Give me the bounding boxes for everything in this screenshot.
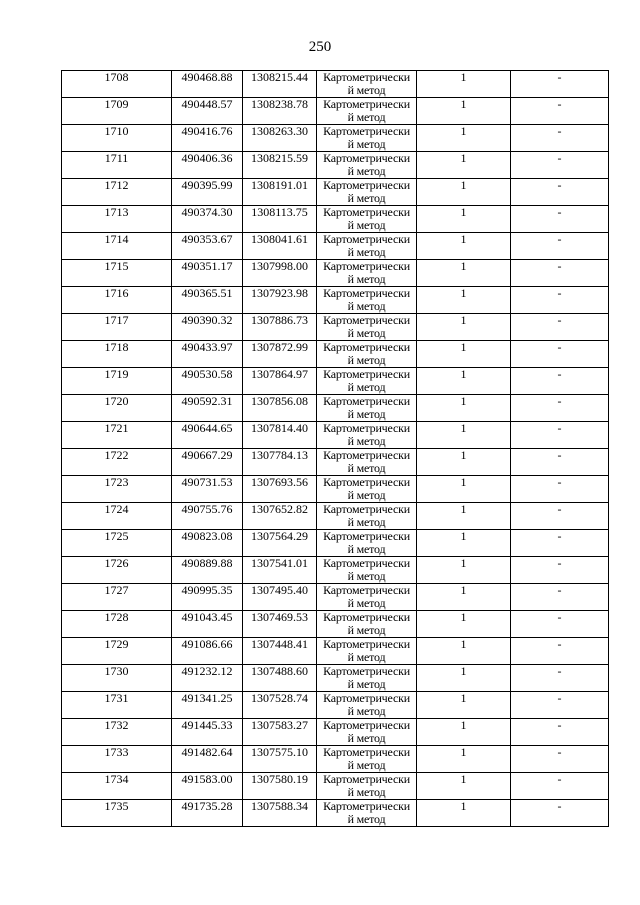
coordinates-table	[61, 70, 609, 827]
method-text-line2: й метод	[347, 191, 386, 205]
method-text-line2: й метод	[347, 164, 386, 178]
method-text-line2: й метод	[347, 650, 386, 664]
count-cell: 1	[417, 260, 511, 287]
dash-cell: -	[511, 233, 609, 260]
count-cell: 1	[417, 449, 511, 476]
x-coordinate-cell: 490365.51	[172, 287, 243, 314]
method-cell	[317, 341, 417, 368]
method-cell	[317, 206, 417, 233]
method-text-line1: Картометрически	[323, 178, 410, 192]
x-coordinate-cell: 491341.25	[172, 692, 243, 719]
y-coordinate-cell: 1307575.10	[243, 746, 317, 773]
method-text-line1: Картометрически	[323, 556, 410, 570]
method-cell	[317, 260, 417, 287]
method-text-line1: Картометрически	[323, 529, 410, 543]
y-coordinate-cell: 1307564.29	[243, 530, 317, 557]
table-row	[62, 260, 609, 287]
dash-cell: -	[511, 152, 609, 179]
method-text-line1: Картометрически	[323, 718, 410, 732]
point-number-cell: 1711	[62, 152, 172, 179]
method-text-line1: Картометрически	[323, 367, 410, 381]
count-cell: 1	[417, 71, 511, 98]
point-number-cell: 1722	[62, 449, 172, 476]
point-number-cell: 1723	[62, 476, 172, 503]
method-text-line2: й метод	[347, 785, 386, 799]
x-coordinate-cell: 490592.31	[172, 395, 243, 422]
method-text-line1: Картометрически	[323, 232, 410, 246]
point-number-cell: 1716	[62, 287, 172, 314]
table-row	[62, 773, 609, 800]
method-text-line1: Картометрически	[323, 151, 410, 165]
method-text-line2: й метод	[347, 245, 386, 259]
y-coordinate-cell: 1308113.75	[243, 206, 317, 233]
x-coordinate-cell: 490351.17	[172, 260, 243, 287]
dash-cell: -	[511, 341, 609, 368]
count-cell: 1	[417, 206, 511, 233]
x-coordinate-cell: 491583.00	[172, 773, 243, 800]
point-number-cell: 1710	[62, 125, 172, 152]
point-number-cell: 1733	[62, 746, 172, 773]
method-text-line1: Картометрически	[323, 799, 410, 813]
x-coordinate-cell: 490416.76	[172, 125, 243, 152]
table-row	[62, 557, 609, 584]
dash-cell: -	[511, 503, 609, 530]
dash-cell: -	[511, 746, 609, 773]
count-cell: 1	[417, 638, 511, 665]
table-row	[62, 692, 609, 719]
x-coordinate-cell: 490889.88	[172, 557, 243, 584]
x-coordinate-cell: 491232.12	[172, 665, 243, 692]
point-number-cell: 1708	[62, 71, 172, 98]
method-cell	[317, 503, 417, 530]
x-coordinate-cell: 490468.88	[172, 71, 243, 98]
table-row	[62, 71, 609, 98]
x-coordinate-cell: 490995.35	[172, 584, 243, 611]
point-number-cell: 1718	[62, 341, 172, 368]
point-number-cell: 1735	[62, 800, 172, 827]
method-cell	[317, 179, 417, 206]
method-text-line1: Картометрически	[323, 691, 410, 705]
method-text-line1: Картометрически	[323, 286, 410, 300]
table-row	[62, 233, 609, 260]
point-number-cell: 1734	[62, 773, 172, 800]
method-cell	[317, 422, 417, 449]
count-cell: 1	[417, 476, 511, 503]
count-cell: 1	[417, 746, 511, 773]
count-cell: 1	[417, 125, 511, 152]
method-cell	[317, 233, 417, 260]
y-coordinate-cell: 1308191.01	[243, 179, 317, 206]
x-coordinate-cell: 490395.99	[172, 179, 243, 206]
point-number-cell: 1712	[62, 179, 172, 206]
method-text-line2: й метод	[347, 272, 386, 286]
table-row	[62, 314, 609, 341]
y-coordinate-cell: 1307652.82	[243, 503, 317, 530]
table-row	[62, 206, 609, 233]
method-text-line2: й метод	[347, 434, 386, 448]
method-text-line1: Картометрически	[323, 205, 410, 219]
dash-cell: -	[511, 422, 609, 449]
y-coordinate-cell: 1307864.97	[243, 368, 317, 395]
count-cell: 1	[417, 233, 511, 260]
method-text-line2: й метод	[347, 812, 386, 826]
y-coordinate-cell: 1307693.56	[243, 476, 317, 503]
method-text-line2: й метод	[347, 515, 386, 529]
method-cell	[317, 449, 417, 476]
dash-cell: -	[511, 638, 609, 665]
method-text-line2: й метод	[347, 542, 386, 556]
method-text-line1: Картометрически	[323, 259, 410, 273]
table-row	[62, 98, 609, 125]
point-number-cell: 1729	[62, 638, 172, 665]
dash-cell: -	[511, 557, 609, 584]
y-coordinate-cell: 1307872.99	[243, 341, 317, 368]
method-cell	[317, 71, 417, 98]
table-body	[62, 71, 609, 827]
count-cell: 1	[417, 719, 511, 746]
point-number-cell: 1731	[62, 692, 172, 719]
x-coordinate-cell: 490448.57	[172, 98, 243, 125]
table-row	[62, 665, 609, 692]
point-number-cell: 1728	[62, 611, 172, 638]
method-text-line2: й метод	[347, 137, 386, 151]
method-text-line2: й метод	[347, 596, 386, 610]
x-coordinate-cell: 491086.66	[172, 638, 243, 665]
method-text-line2: й метод	[347, 461, 386, 475]
point-number-cell: 1720	[62, 395, 172, 422]
y-coordinate-cell: 1307488.60	[243, 665, 317, 692]
y-coordinate-cell: 1307886.73	[243, 314, 317, 341]
table-row	[62, 611, 609, 638]
count-cell: 1	[417, 503, 511, 530]
count-cell: 1	[417, 530, 511, 557]
method-text-line2: й метод	[347, 380, 386, 394]
count-cell: 1	[417, 422, 511, 449]
x-coordinate-cell: 491482.64	[172, 746, 243, 773]
method-text-line2: й метод	[347, 110, 386, 124]
table-row	[62, 152, 609, 179]
y-coordinate-cell: 1307541.01	[243, 557, 317, 584]
method-cell	[317, 773, 417, 800]
method-text-line1: Картометрически	[323, 124, 410, 138]
method-text-line1: Картометрически	[323, 448, 410, 462]
y-coordinate-cell: 1307469.53	[243, 611, 317, 638]
point-number-cell: 1715	[62, 260, 172, 287]
method-text-line2: й метод	[347, 731, 386, 745]
count-cell: 1	[417, 692, 511, 719]
point-number-cell: 1727	[62, 584, 172, 611]
table-row	[62, 530, 609, 557]
table-row	[62, 395, 609, 422]
x-coordinate-cell: 490406.36	[172, 152, 243, 179]
count-cell: 1	[417, 611, 511, 638]
point-number-cell: 1717	[62, 314, 172, 341]
dash-cell: -	[511, 314, 609, 341]
method-text-line2: й метод	[347, 677, 386, 691]
method-text-line2: й метод	[347, 407, 386, 421]
table-row	[62, 746, 609, 773]
method-cell	[317, 800, 417, 827]
count-cell: 1	[417, 557, 511, 584]
x-coordinate-cell: 490667.29	[172, 449, 243, 476]
y-coordinate-cell: 1307814.40	[243, 422, 317, 449]
dash-cell: -	[511, 773, 609, 800]
x-coordinate-cell: 491445.33	[172, 719, 243, 746]
count-cell: 1	[417, 800, 511, 827]
dash-cell: -	[511, 206, 609, 233]
point-number-cell: 1714	[62, 233, 172, 260]
table-row	[62, 800, 609, 827]
method-text-line1: Картометрически	[323, 475, 410, 489]
method-text-line2: й метод	[347, 758, 386, 772]
method-text-line2: й метод	[347, 488, 386, 502]
count-cell: 1	[417, 665, 511, 692]
count-cell: 1	[417, 368, 511, 395]
x-coordinate-cell: 490374.30	[172, 206, 243, 233]
point-number-cell: 1730	[62, 665, 172, 692]
y-coordinate-cell: 1307856.08	[243, 395, 317, 422]
method-text-line1: Картометрически	[323, 772, 410, 786]
point-number-cell: 1719	[62, 368, 172, 395]
table-row	[62, 179, 609, 206]
method-text-line2: й метод	[347, 326, 386, 340]
method-text-line2: й метод	[347, 299, 386, 313]
method-text-line2: й метод	[347, 353, 386, 367]
count-cell: 1	[417, 584, 511, 611]
dash-cell: -	[511, 98, 609, 125]
count-cell: 1	[417, 287, 511, 314]
x-coordinate-cell: 490353.67	[172, 233, 243, 260]
point-number-cell: 1724	[62, 503, 172, 530]
method-text-line1: Картометрически	[323, 583, 410, 597]
dash-cell: -	[511, 719, 609, 746]
method-cell	[317, 530, 417, 557]
y-coordinate-cell: 1307588.34	[243, 800, 317, 827]
point-number-cell: 1721	[62, 422, 172, 449]
method-cell	[317, 746, 417, 773]
table-row	[62, 503, 609, 530]
x-coordinate-cell: 490755.76	[172, 503, 243, 530]
method-text-line1: Картометрически	[323, 664, 410, 678]
method-cell	[317, 638, 417, 665]
count-cell: 1	[417, 395, 511, 422]
y-coordinate-cell: 1307528.74	[243, 692, 317, 719]
method-text-line1: Картометрически	[323, 70, 410, 84]
y-coordinate-cell: 1307495.40	[243, 584, 317, 611]
dash-cell: -	[511, 125, 609, 152]
dash-cell: -	[511, 584, 609, 611]
method-cell	[317, 368, 417, 395]
method-text-line2: й метод	[347, 704, 386, 718]
method-text-line1: Картометрически	[323, 637, 410, 651]
y-coordinate-cell: 1308263.30	[243, 125, 317, 152]
method-text-line1: Картометрически	[323, 610, 410, 624]
point-number-cell: 1725	[62, 530, 172, 557]
dash-cell: -	[511, 665, 609, 692]
method-text-line1: Картометрически	[323, 394, 410, 408]
y-coordinate-cell: 1308238.78	[243, 98, 317, 125]
method-cell	[317, 287, 417, 314]
y-coordinate-cell: 1307998.00	[243, 260, 317, 287]
method-text-line1: Картометрически	[323, 421, 410, 435]
dash-cell: -	[511, 71, 609, 98]
table-row	[62, 449, 609, 476]
method-cell	[317, 611, 417, 638]
table-row	[62, 584, 609, 611]
count-cell: 1	[417, 341, 511, 368]
table-row	[62, 638, 609, 665]
point-number-cell: 1709	[62, 98, 172, 125]
method-cell	[317, 584, 417, 611]
count-cell: 1	[417, 314, 511, 341]
dash-cell: -	[511, 800, 609, 827]
count-cell: 1	[417, 773, 511, 800]
x-coordinate-cell: 490731.53	[172, 476, 243, 503]
dash-cell: -	[511, 287, 609, 314]
method-cell	[317, 395, 417, 422]
table-row	[62, 341, 609, 368]
method-text-line2: й метод	[347, 83, 386, 97]
y-coordinate-cell: 1307448.41	[243, 638, 317, 665]
y-coordinate-cell: 1308041.61	[243, 233, 317, 260]
method-cell	[317, 719, 417, 746]
count-cell: 1	[417, 152, 511, 179]
point-number-cell: 1713	[62, 206, 172, 233]
table-row	[62, 422, 609, 449]
dash-cell: -	[511, 368, 609, 395]
dash-cell: -	[511, 611, 609, 638]
count-cell: 1	[417, 98, 511, 125]
method-text-line2: й метод	[347, 623, 386, 637]
x-coordinate-cell: 491735.28	[172, 800, 243, 827]
method-text-line1: Картометрически	[323, 313, 410, 327]
method-cell	[317, 98, 417, 125]
page-number: 250	[308, 39, 332, 55]
method-text-line2: й метод	[347, 569, 386, 583]
y-coordinate-cell: 1307583.27	[243, 719, 317, 746]
dash-cell: -	[511, 260, 609, 287]
method-text-line1: Картометрически	[323, 97, 410, 111]
method-text-line2: й метод	[347, 218, 386, 232]
x-coordinate-cell: 490530.58	[172, 368, 243, 395]
dash-cell: -	[511, 449, 609, 476]
method-text-line1: Картометрически	[323, 502, 410, 516]
table-row	[62, 125, 609, 152]
count-cell: 1	[417, 179, 511, 206]
y-coordinate-cell: 1308215.59	[243, 152, 317, 179]
x-coordinate-cell: 490823.08	[172, 530, 243, 557]
dash-cell: -	[511, 476, 609, 503]
dash-cell: -	[511, 530, 609, 557]
table-row	[62, 476, 609, 503]
y-coordinate-cell: 1307923.98	[243, 287, 317, 314]
x-coordinate-cell: 491043.45	[172, 611, 243, 638]
y-coordinate-cell: 1307784.13	[243, 449, 317, 476]
method-cell	[317, 692, 417, 719]
table-row	[62, 719, 609, 746]
table-row	[62, 287, 609, 314]
y-coordinate-cell: 1307580.19	[243, 773, 317, 800]
x-coordinate-cell: 490433.97	[172, 341, 243, 368]
point-number-cell: 1726	[62, 557, 172, 584]
dash-cell: -	[511, 395, 609, 422]
method-text-line1: Картометрически	[323, 340, 410, 354]
method-cell	[317, 476, 417, 503]
table-row	[62, 368, 609, 395]
point-number-cell: 1732	[62, 719, 172, 746]
method-cell	[317, 665, 417, 692]
method-cell	[317, 125, 417, 152]
method-cell	[317, 314, 417, 341]
method-cell	[317, 557, 417, 584]
x-coordinate-cell: 490644.65	[172, 422, 243, 449]
x-coordinate-cell: 490390.32	[172, 314, 243, 341]
dash-cell: -	[511, 179, 609, 206]
method-text-line1: Картометрически	[323, 745, 410, 759]
y-coordinate-cell: 1308215.44	[243, 71, 317, 98]
method-cell	[317, 152, 417, 179]
dash-cell: -	[511, 692, 609, 719]
